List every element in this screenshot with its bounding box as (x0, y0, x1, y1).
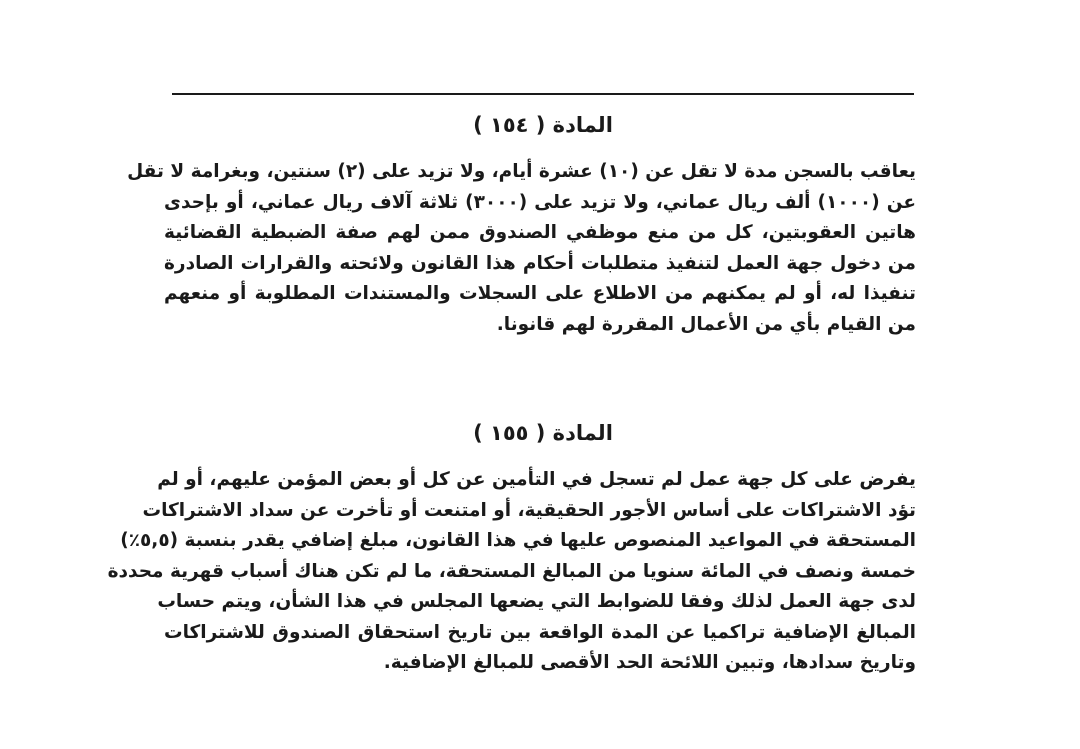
article-155-line: المستحقة في المواعيد المنصوص عليها في هذا القانون، مبلغ إضافي يقدر بنسبة (٥,٥٪) (120, 530, 916, 551)
article-155-line: المبالغ الإضافية تراكميا عن المدة الواقعة بين تاريخ استحقاق الصندوق للاشتراكات (164, 621, 916, 643)
article-154-title: المادة ( ١٥٤ ) (473, 113, 613, 137)
article-155-line: تؤد الاشتراكات على أساس الأجور الحقيقية، أو امتنعت أو تأخرت عن سداد الاشتراكات (142, 499, 916, 521)
article-155-body (107, 465, 916, 679)
article-154-line: من دخول جهة العمل لتنفيذ متطلبات أحكام هذا القانون ولائحته والقرارات الصادرة (164, 252, 916, 274)
article-155-line: وتاريخ سدادها، وتبين اللائحة الحد الأقصى للمبالغ الإضافية. (383, 652, 916, 673)
top-rule (172, 93, 914, 95)
article-154-line: تنفيذا له، أو لم يمكنهم من الاطلاع على السجلات والمستندات المطلوبة أو منعهم (164, 283, 916, 304)
article-154-line: عن (١٠٠٠) ألف ريال عماني، ولا تزيد على (٣٠٠٠) ثلاثة آلاف ريال عماني، أو بإحدى (164, 191, 916, 213)
article-155-line: يفرض على كل جهة عمل لم تسجل في التأمين عن كل أو بعض المؤمن عليهم، أو لم (157, 469, 916, 490)
article-154-line: من القيام بأي من الأعمال المقررة لهم قانونا. (496, 313, 916, 335)
article-155-line: لدى جهة العمل لذلك وفقا للضوابط التي يضعها المجلس في هذا الشأن، ويتم حساب (157, 591, 916, 612)
article-154-body (127, 157, 916, 340)
article-155-title: المادة ( ١٥٥ ) (473, 421, 613, 445)
article-155-line: خمسة ونصف في المائة سنويا من المبالغ المستحقة، ما لم تكن هناك أسباب قهرية محددة (107, 560, 916, 582)
article-154-line: هاتين العقوبتين، كل من منع موظفي الصندوق ممن لهم صفة الضبطية القضائية (164, 222, 916, 243)
article-154-line: يعاقب بالسجن مدة لا تقل عن (١٠) عشرة أيام، ولا تزيد على (٢) سنتين، وبغرامة لا تقل (127, 161, 916, 182)
